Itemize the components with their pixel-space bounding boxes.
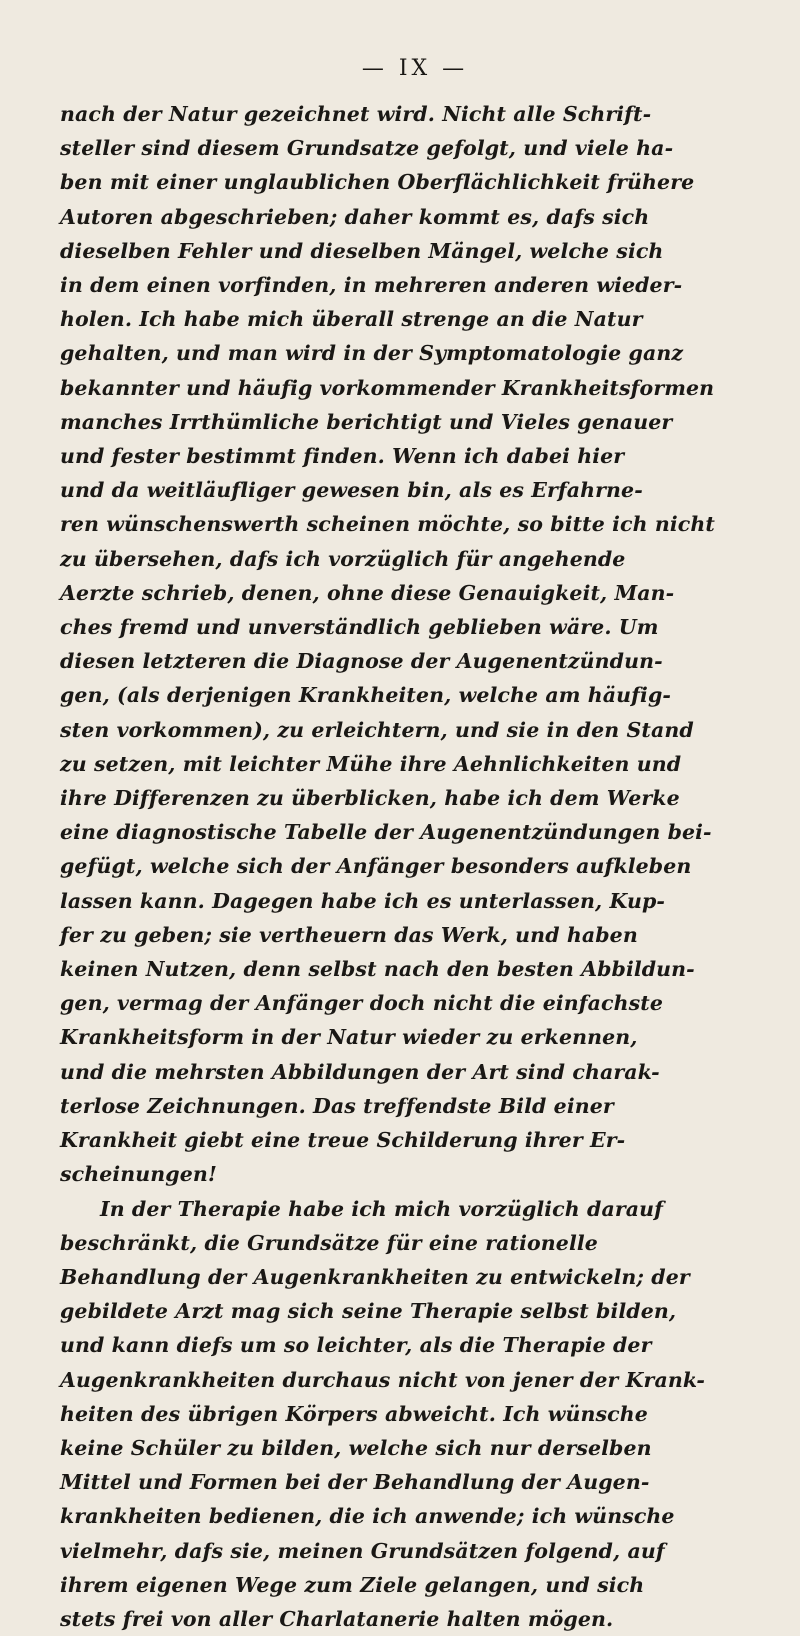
text-line: ren wünschenswerth scheinen möchte, so bitte ich nicht	[60, 512, 715, 537]
text-line: heiten des übrigen Körpers abweicht. Ich wünsche	[60, 1401, 648, 1426]
text-line: keinen Nutzen, denn selbst nach den besten Abbildun-	[60, 957, 695, 982]
text-line: zu setzen, mit leichter Mühe ihre Aehnlichkeiten und	[60, 751, 682, 776]
text-line: krankheiten bedienen, die ich anwende; ich wünsche	[60, 1504, 675, 1529]
text-line: steller sind diesem Grundsatze gefolgt, und viele ha-	[60, 136, 674, 161]
text-line: beschränkt, die Grundsätze für eine rationelle	[60, 1230, 598, 1255]
text-line: Aerzte schrieb, denen, ohne diese Genauigkeit, Man-	[60, 580, 675, 605]
text-line: und kann diefs um so leichter, als die Therapie der	[60, 1333, 652, 1358]
text-line: gefügt, welche sich der Anfänger besonders aufkleben	[60, 854, 692, 879]
text-line: Augenkrankheiten durchaus nicht von jener der Krank-	[60, 1367, 705, 1392]
text-line: keine Schüler zu bilden, welche sich nur derselben	[60, 1435, 652, 1460]
text-line: gehalten, und man wird in der Symptomatologie ganz	[60, 341, 684, 366]
text-line: gen, vermag der Anfänger doch nicht die einfachste	[60, 991, 663, 1016]
text-line: gebildete Arzt mag sich seine Therapie selbst bilden,	[60, 1299, 677, 1324]
text-line: ihrem eigenen Wege zum Ziele gelangen, und sich	[60, 1572, 645, 1597]
text-line: Krankheitsform in der Natur wieder zu erkennen,	[60, 1025, 638, 1050]
body-text	[60, 97, 740, 1636]
text-line: ches fremd und unverständlich geblieben wäre. Um	[60, 615, 659, 640]
text-line: in dem einen vorfinden, in mehreren anderen wieder-	[60, 273, 683, 298]
text-line: ihre Differenzen zu überblicken, habe ich dem Werke	[60, 786, 680, 811]
text-line: vielmehr, dafs sie, meinen Grundsätzen folgend, auf	[60, 1538, 665, 1563]
text-line: und da weitläufliger gewesen bin, als es Erfahrne-	[60, 478, 643, 503]
text-line: Autoren abgeschrieben; daher kommt es, dafs sich	[60, 204, 650, 229]
text-line: gen, (als derjenigen Krankheiten, welche am häufig-	[60, 683, 671, 708]
text-line: scheinungen!	[60, 1162, 217, 1187]
text-line: ben mit einer unglaublichen Oberflächlichkeit frühere	[60, 170, 695, 195]
text-line: diesen letzteren die Diagnose der Augenentzündun-	[60, 649, 663, 674]
text-line: fer zu geben; sie vertheuern das Werk, und haben	[60, 922, 638, 947]
text-line: Mittel und Formen bei der Behandlung der Augen-	[60, 1470, 650, 1495]
text-line: Krankheit giebt eine treue Schilderung ihrer Er-	[60, 1128, 626, 1153]
text-line: terlose Zeichnungen. Das treffendste Bild einer	[60, 1093, 614, 1118]
text-line: zu übersehen, dafs ich vorzüglich für angehende	[60, 546, 626, 571]
page-number: — IX —	[361, 56, 469, 81]
text-line: eine diagnostische Tabelle der Augenentzündungen bei-	[60, 820, 712, 845]
text-line: sten vorkommen), zu erleichtern, und sie in den Stand	[60, 717, 694, 742]
text-line: und fester bestimmt finden. Wenn ich dabei hier	[60, 444, 625, 469]
text-line: und die mehrsten Abbildungen der Art sind charak-	[60, 1059, 660, 1084]
text-line: stets frei von aller Charlatanerie halten mögen.	[60, 1606, 614, 1631]
text-line: Behandlung der Augenkrankheiten zu entwickeln; der	[60, 1264, 690, 1289]
text-line: dieselben Fehler und dieselben Mängel, welche sich	[60, 238, 664, 263]
text-line: bekannter und häufig vorkommender Krankheitsformen	[60, 375, 715, 400]
text-line: manches Irrthümliche berichtigt und Vieles genauer	[60, 409, 673, 434]
text-line: In der Therapie habe ich mich vorzüglich darauf	[100, 1196, 664, 1221]
text-line: lassen kann. Dagegen habe ich es unterlassen, Kup-	[60, 888, 666, 913]
text-line: nach der Natur gezeichnet wird. Nicht alle Schrift-	[60, 102, 652, 126]
text-line: holen. Ich habe mich überall strenge an die Natur	[60, 307, 643, 332]
